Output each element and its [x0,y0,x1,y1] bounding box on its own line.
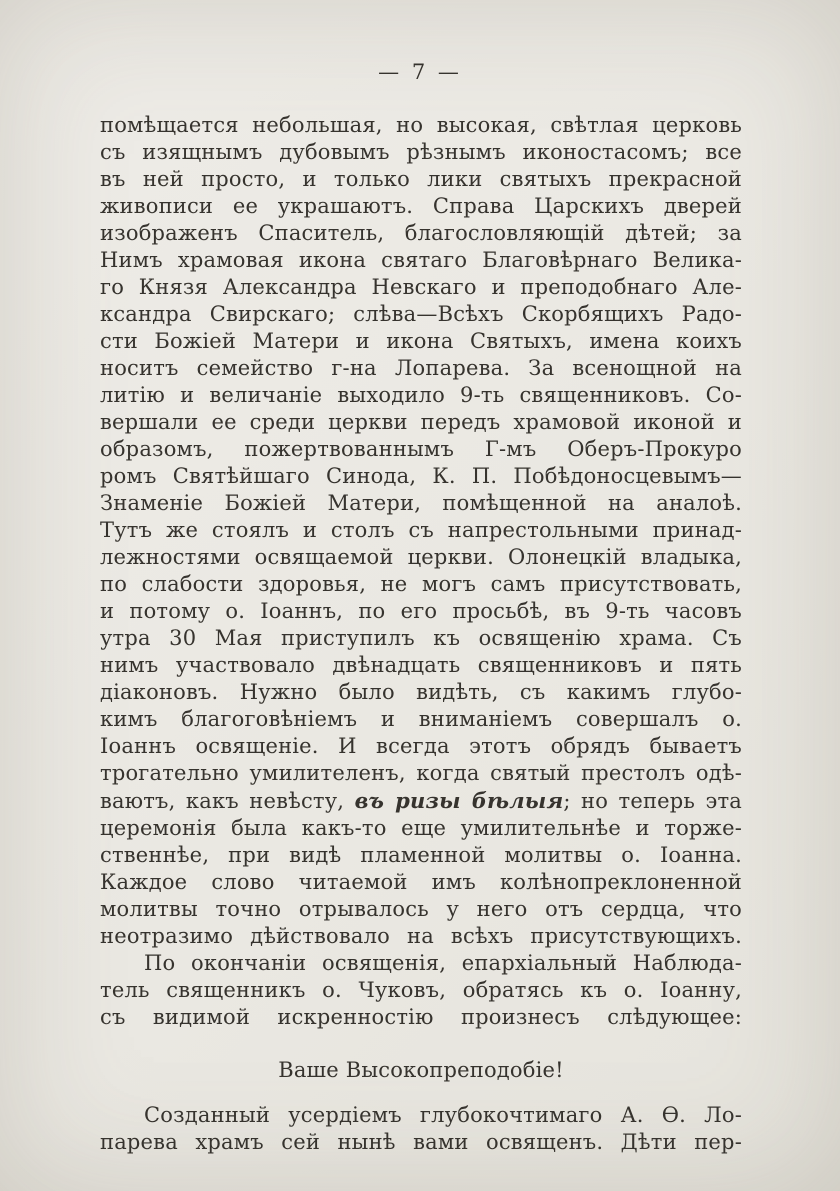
text-line: съ видимой искренностію произнесъ слѣдующее: [100,1005,742,1029]
paragraph [100,1102,742,1156]
text-line: съ изящнымъ дубовымъ рѣзнымъ иконостасомъ; все [100,140,742,164]
text-line: Ваше Высокопреподобіе! [278,1058,564,1082]
text-line: помѣщается небольшая, но высокая, свѣтлая церковь [100,113,742,137]
text-line: Іоаннъ освященіе. И всегда этотъ обрядъ бываетъ [100,734,742,758]
text-line: трогательно умилителенъ, когда святый престолъ одѣ- [100,761,742,785]
text-line: нимъ участвовало двѣнадцать священниковъ и пять [100,653,742,677]
text-line: Тутъ же стоялъ и столъ съ напрестольными принад- [100,518,742,542]
paragraph [100,112,742,950]
text-line: ромъ Святѣйшаго Синода, К. П. Побѣдоносцевымъ— [100,464,742,488]
text-line: изображенъ Спаситель, благословляющій дѣтей; за [100,221,742,245]
page-number: — 7 — [378,60,462,84]
text-line: Знаменіе Божіей Матери, помѣщенной на аналоѣ. [100,491,742,515]
text-line: церемонія была какъ-то еще умилительнѣе и торже- [100,816,742,840]
text-line: діаконовъ. Нужно было видѣть, съ какимъ глубо- [100,680,742,704]
text-segment: ваютъ, какъ невѣсту, [100,789,355,813]
text-line: живописи ее украшаютъ. Справа Царскихъ дверей [100,194,742,218]
text-line: образомъ, пожертвованнымъ Г-мъ Оберъ-Прокуро [100,437,742,461]
text-segment: ; но теперь эта [563,789,742,813]
text-line: утра 30 Мая приступилъ къ освященію храма. Съ [100,626,742,650]
paragraph [100,950,742,1031]
text-line: лежностями освящаемой церкви. Олонецкій владыка, [100,545,742,569]
text-line: По окончаніи освященія, епархіальный Наблюда- [144,951,742,975]
text-line: Каждое слово читаемой имъ колѣнопреклоненной [100,870,742,894]
text-line: вершали ее среди церкви передъ храмовой иконой и [100,410,742,434]
text-block [100,112,742,1156]
text-line: и потому о. Іоаннъ, по его просьбѣ, въ 9-ть часовъ [100,599,742,623]
text-line [100,787,742,815]
text-line: по слабости здоровья, не могъ самъ присутствовать, [100,572,742,596]
text-line: молитвы точно отрывалось у него отъ сердца, что [100,897,742,921]
text-line: Созданный усердіемъ глубокочтимаго А. Ѳ. Ло- [144,1103,742,1127]
text-line: носитъ семейство г-на Лопарева. За всенощной на [100,356,742,380]
text-line: парева храмъ сей нынѣ вами освященъ. Дѣти пер- [100,1130,742,1154]
text-line: ксандра Свирскаго; слѣва—Всѣхъ Скорбящихъ Радо- [100,302,742,326]
emphasized-phrase: въ ризы бѣлыя [354,788,564,813]
text-line: Нимъ храмовая икона святаго Благовѣрнаго Велика- [100,248,742,272]
text-line: неотразимо дѣйствовало на всѣхъ присутствующихъ. [100,924,742,948]
text-line: ственнѣе, при видѣ пламенной молитвы о. Іоанна. [100,843,742,867]
text-line: литію и величаніе выходило 9-ть священниковъ. Со- [100,383,742,407]
text-line: тель священникъ о. Чуковъ, обратясь къ о. Іоанну, [100,978,742,1002]
text-line: въ ней просто, и только лики святыхъ прекрасной [100,167,742,191]
salutation-heading [100,1057,742,1084]
text-line: го Князя Александра Невскаго и преподобнаго Але- [100,275,742,299]
text-line: сти Божіей Матери и икона Святыхъ, имена коихъ [100,329,742,353]
text-line: кимъ благоговѣніемъ и вниманіемъ совершалъ о. [100,707,742,731]
